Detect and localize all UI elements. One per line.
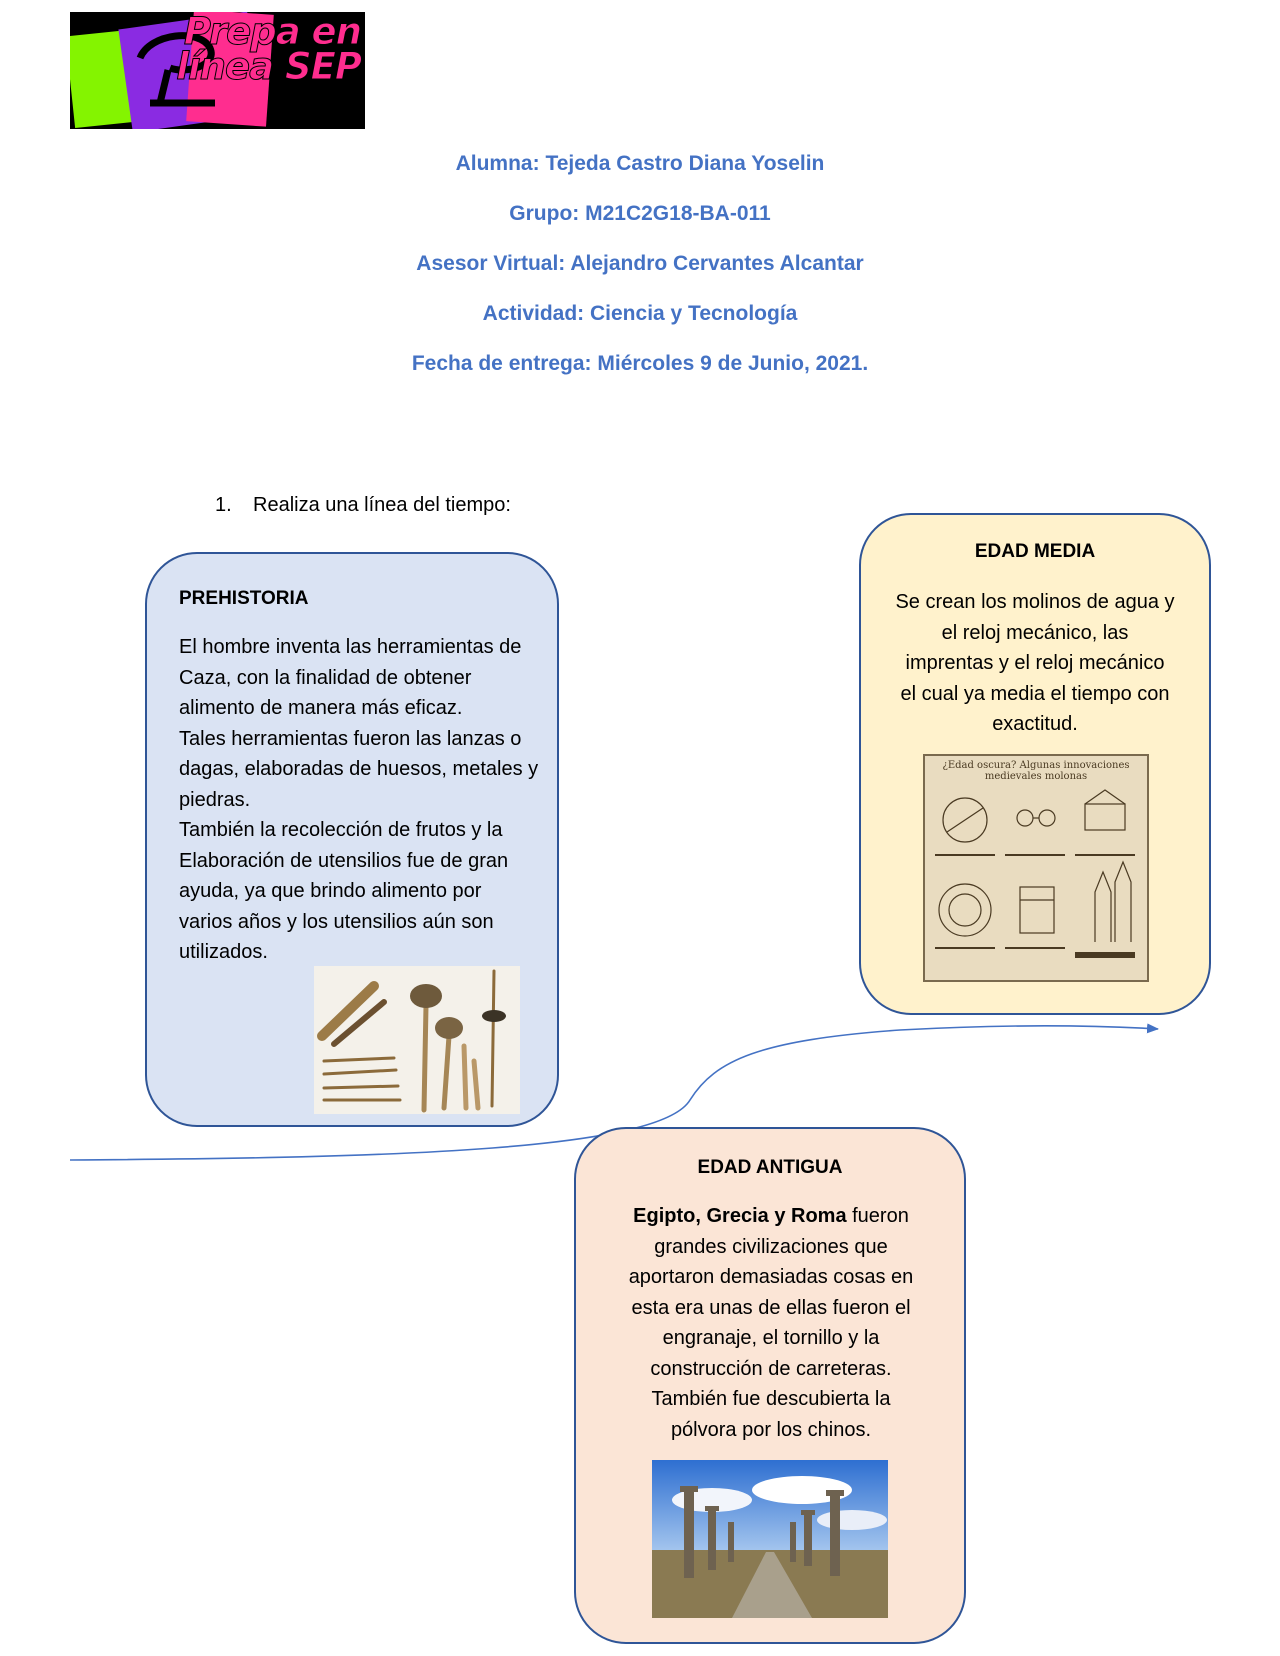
text-line: Se crean los molinos de agua y: [895, 591, 1175, 613]
advisor-name: Asesor Virtual: Alejandro Cervantes Alcantar: [416, 252, 864, 275]
prehistoric-tools-image: [314, 966, 520, 1114]
activity-title: Actividad: Ciencia y Tecnología: [482, 302, 798, 325]
text-line: el reloj mecánico, las: [941, 621, 1129, 644]
instruction-text: Realiza una línea del tiempo:: [253, 494, 511, 516]
text-line: Tales herramientas fueron las lanzas o: [179, 727, 522, 750]
text-line: pólvora por los chinos.: [670, 1418, 872, 1441]
text-line: engranaje, el tornillo y la: [662, 1327, 880, 1349]
prehistoria-text: [179, 632, 549, 968]
edad-antigua-title: EDAD ANTIGUA: [697, 1157, 843, 1178]
due-date: Fecha de entrega: Miércoles 9 de Junio, 2021.: [411, 352, 869, 375]
prepa-en-linea-logo: [70, 12, 365, 129]
edad-antigua-box: [574, 1127, 966, 1644]
text-line: Elaboración de utensilios fue de gran: [179, 849, 509, 872]
text-line: esta era unas de ellas fueron el: [631, 1296, 911, 1319]
text-line: el cual ya media el tiempo con: [900, 682, 1170, 705]
prehistoria-box: [145, 552, 559, 1127]
list-number: 1.: [215, 494, 232, 516]
text-line: imprentas y el reloj mecánico: [905, 652, 1165, 674]
medieval-image-heading: ¿Edad oscura? Algunas innovaciones medievales molonas: [942, 760, 1130, 782]
text-line: varios años y los utensilios aún son: [179, 910, 494, 933]
text-line: utilizados.: [179, 941, 268, 963]
edad-media-title: EDAD MEDIA: [974, 541, 1096, 562]
lead-rest: fueron: [846, 1205, 909, 1227]
text-line: También la recolección de frutos y la: [179, 819, 503, 841]
text-line: construcción de carreteras.: [650, 1357, 892, 1380]
text-line: aportaron demasiadas cosas en: [628, 1266, 914, 1288]
civilizations-bold: Egipto, Grecia y Roma: [633, 1205, 847, 1227]
prehistoria-title: PREHISTORIA: [179, 588, 309, 609]
instruction-item: [215, 494, 511, 517]
edad-media-box: [859, 513, 1211, 1015]
roman-ruins-image: [652, 1460, 888, 1618]
edad-media-text: [885, 587, 1185, 740]
text-line: dagas, elaboradas de huesos, metales y: [179, 758, 539, 780]
edad-antigua-text: [616, 1201, 926, 1445]
text-line: grandes civilizaciones que: [654, 1235, 888, 1258]
text-line: piedras.: [179, 788, 251, 811]
text-line: [616, 1201, 926, 1232]
text-line: Caza, con la finalidad de obtener: [179, 666, 472, 689]
student-name: Alumna: Tejeda Castro Diana Yoselin: [455, 152, 825, 175]
logo-text: Prepa en línea SEP: [176, 12, 361, 88]
text-line: ayuda, ya que brindo alimento por: [179, 880, 482, 902]
text-line: El hombre inventa las herramientas de: [179, 636, 522, 658]
group-code: Grupo: M21C2G18-BA-011: [509, 202, 771, 225]
text-line: También fue descubierta la: [651, 1388, 891, 1410]
text-line: alimento de manera más eficaz.: [179, 697, 463, 719]
text-line: exactitud.: [992, 713, 1078, 735]
medieval-innovations-image: [923, 754, 1149, 982]
